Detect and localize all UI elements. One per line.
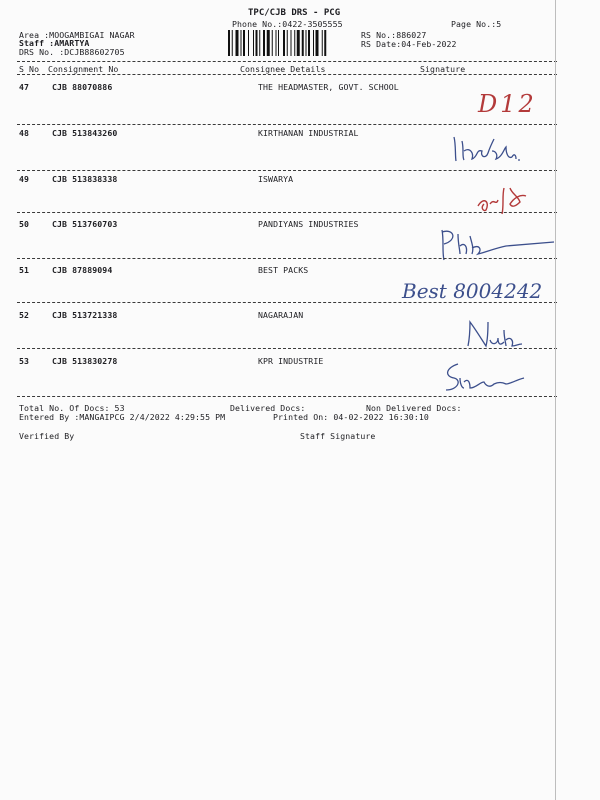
row-consignment-no: CJB 513721338 (52, 310, 118, 320)
barcode-bar (259, 30, 260, 56)
col-header-signature: Signature (420, 64, 466, 74)
row-sno: 49 (19, 174, 30, 184)
area-label: Area :MOOGAMBIGAI NAGAR (19, 30, 135, 40)
staff-signature-label: Staff Signature (300, 431, 376, 441)
verified-by-label: Verified By (19, 431, 75, 441)
divider (17, 212, 557, 213)
row-sno: 47 (19, 82, 30, 92)
barcode-bar (253, 30, 254, 56)
report-title: TPC/CJB DRS - PCG (248, 8, 341, 18)
handwritten-signature (436, 226, 556, 266)
barcode-bar (276, 30, 277, 56)
barcode-bar (278, 30, 279, 56)
barcode-bar (302, 30, 304, 56)
divider (17, 170, 557, 171)
row-consignee: NAGARAJAN (258, 310, 304, 320)
divider (17, 348, 557, 349)
rs-date: RS Date:04-Feb-2022 (361, 39, 457, 49)
barcode-bar (294, 30, 295, 56)
printed-on: Printed On: 04-02-2022 16:30:10 (273, 412, 429, 422)
svg-text:D12: D12 (478, 90, 537, 118)
row-consignee: ISWARYA (258, 174, 294, 184)
row-consignee: BEST PACKS (258, 265, 309, 275)
non-delivered-docs: Non Delivered Docs: (366, 403, 462, 413)
handwritten-signature (440, 360, 530, 398)
barcode-bar (228, 30, 230, 56)
row-sno: 48 (19, 128, 30, 138)
row-consignment-no: CJB 513838338 (52, 174, 118, 184)
row-sno: 53 (19, 356, 30, 366)
row-sno: 50 (19, 219, 30, 229)
barcode-bar (324, 30, 326, 56)
phone-number: Phone No.:0422-3505555 (232, 19, 343, 29)
scan-edge (555, 0, 556, 800)
row-consignment-no: CJB 88070886 (52, 82, 113, 92)
barcode-bar (316, 30, 319, 56)
svg-text:Best 8004242: Best 8004242 (402, 279, 543, 303)
barcode-bar (236, 30, 239, 56)
col-header-consignment: Consignment No (48, 64, 119, 74)
row-sno: 51 (19, 265, 30, 275)
row-consignee: THE HEADMASTER, GOVT. SCHOOL (258, 82, 399, 92)
barcode-bar (322, 30, 323, 56)
barcode-bar (287, 30, 288, 56)
col-header-sno: S No (19, 64, 40, 74)
divider (17, 302, 557, 303)
barcode-bar (297, 30, 300, 56)
entered-by: Entered By :MANGAIPCG 2/4/2022 4:29:55 PM (19, 412, 226, 422)
barcode-image (228, 30, 356, 56)
drs-number: DRS No. :DCJB88602705 (19, 47, 125, 57)
handwritten-signature (452, 133, 532, 169)
divider (17, 124, 557, 125)
barcode-bar (232, 30, 233, 56)
row-consignment-no: CJB 87889094 (52, 265, 113, 275)
handwritten-signature (402, 266, 552, 312)
barcode-bar (308, 30, 310, 56)
barcode-bar (267, 30, 270, 56)
staff-label: Staff :AMARTYA (19, 38, 90, 48)
handwritten-signature (464, 318, 544, 356)
divider (17, 396, 557, 397)
barcode-bar (243, 30, 245, 56)
barcode-bar (256, 30, 258, 56)
total-docs: Total No. Of Docs: 53 (19, 403, 125, 413)
divider (17, 74, 557, 75)
rs-number: RS No.:886027 (361, 30, 427, 40)
handwritten-signature (478, 88, 558, 122)
handwritten-signature (476, 182, 556, 220)
barcode-bar (248, 30, 249, 56)
row-consignee: KPR INDUSTRIE (258, 356, 324, 366)
row-consignee: PANDIYANS INDUSTRIES (258, 219, 359, 229)
barcode-bar (263, 30, 265, 56)
barcode-bar (306, 30, 307, 56)
divider (17, 258, 557, 259)
divider (17, 61, 557, 62)
barcode-bar (272, 30, 273, 56)
barcode-bar (313, 30, 314, 56)
row-consignment-no: CJB 513760703 (52, 219, 118, 229)
barcode-bar (283, 30, 285, 56)
page-number: Page No.:5 (451, 19, 502, 29)
row-consignment-no: CJB 513830278 (52, 356, 118, 366)
row-sno: 52 (19, 310, 30, 320)
row-consignee: KIRTHANAN INDUSTRIAL (258, 128, 359, 138)
row-consignment-no: CJB 513843260 (52, 128, 118, 138)
col-header-consignee: Consignee Details (240, 64, 326, 74)
delivered-docs: Delivered Docs: (230, 403, 306, 413)
barcode-bar (291, 30, 292, 56)
barcode-bar (241, 30, 242, 56)
